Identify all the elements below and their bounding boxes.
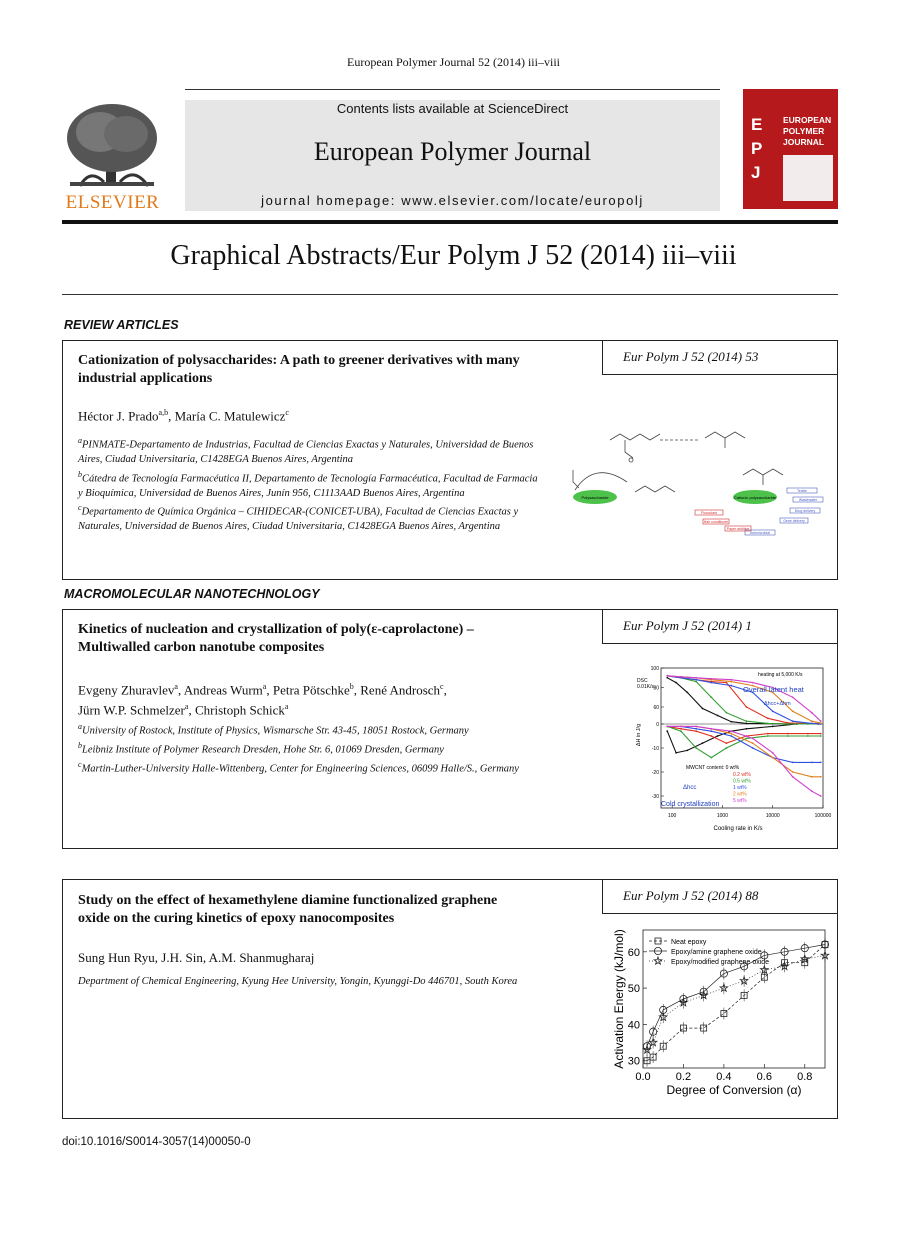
cover-letter-p: P — [751, 139, 763, 158]
data-point — [695, 730, 697, 732]
data-point — [820, 776, 822, 778]
annotation-dhcc-dhm: Δhcc+Δhm — [764, 701, 791, 707]
author-sup: b — [349, 682, 354, 691]
data-point — [680, 726, 682, 728]
author-sep: , — [202, 950, 209, 965]
legend-entry: 0.2 wt% — [733, 772, 751, 778]
series-line-upper — [667, 676, 820, 723]
author: Andreas Wurm — [183, 682, 263, 698]
data-point — [695, 677, 697, 679]
green-label: Polysaccharide — [581, 495, 609, 500]
header-rule — [62, 220, 838, 224]
x-tick-label: 0.2 — [675, 1071, 692, 1083]
data-point — [811, 720, 813, 722]
data-point — [746, 723, 748, 725]
data-point — [792, 696, 794, 698]
data-point — [767, 735, 769, 737]
author-sep: , — [188, 702, 195, 718]
data-point — [666, 675, 668, 677]
legend-entry: 2 wt% — [733, 791, 747, 798]
affil-text: Department of Chemical Engineering, Kyung Hee University, Yongin, Kyunggi-Do 446701, South Korea — [78, 976, 518, 987]
data-point — [686, 750, 688, 752]
affiliation — [78, 739, 538, 758]
data-point — [767, 723, 769, 725]
series-line-upper — [667, 676, 820, 724]
y-tick-label: 0 — [656, 722, 659, 728]
data-point — [675, 752, 677, 754]
x-axis-label: Degree of Conversion (α) — [666, 1083, 802, 1097]
data-point — [746, 738, 748, 740]
blue-tag-label: Textile — [797, 489, 807, 493]
journal-name: European Polymer Journal — [313, 137, 592, 166]
legend-entry: Epoxy/amine graphene oxide — [671, 949, 762, 956]
data-point-star — [654, 957, 662, 964]
data-point — [695, 726, 697, 728]
annotation-overall: Overall latent heat — [743, 685, 804, 694]
affiliation — [78, 434, 538, 468]
data-point — [811, 790, 813, 792]
affiliations-2 — [78, 720, 538, 777]
data-point — [717, 715, 719, 717]
affiliations-1 — [78, 434, 538, 535]
cover-title-3: JOURNAL — [783, 137, 825, 147]
y-tick-label: 60 — [653, 705, 659, 711]
data-point — [752, 738, 754, 740]
author-sup: c — [440, 682, 444, 691]
affil-sup: a — [78, 722, 82, 731]
affil-sup: b — [78, 741, 82, 750]
data-point — [746, 720, 748, 722]
annotation-dhcc: Δhcc — [683, 785, 697, 791]
data-point — [695, 681, 697, 683]
annotation-dsc-rate: 0.01K/s — [637, 684, 654, 690]
data-point — [702, 742, 704, 744]
data-point — [792, 720, 794, 722]
affil-text: University of Rostock, Institute of Physics, Wismarsche Str. 43-45, 18051 Rostock, Germany — [82, 725, 469, 737]
red-tag-label: Paper additive — [726, 527, 750, 531]
blue-tag-label: Antimicrobial — [749, 531, 771, 535]
x-tick-label: 100000 — [814, 813, 832, 819]
data-point — [772, 752, 774, 754]
legend-entry: 1 wt% — [733, 785, 747, 791]
y-axis-label: ΔH in J/g — [636, 723, 642, 747]
author: María C. Matulewicz — [174, 408, 286, 424]
affil-sup: b — [78, 469, 82, 479]
affil-text: PINMATE-Departamento de Industrias, Facultad de Ciencias Exactas y Naturales, Universidad de Buenos Aires, Ciudad Universitaria, C1428EGA Buenos Aires, Argentina — [78, 439, 534, 465]
author: Héctor J. Prado — [78, 408, 159, 424]
data-point — [686, 691, 688, 693]
elsevier-logo — [60, 96, 165, 214]
data-point — [730, 685, 732, 687]
affil-text: Martin-Luther-University Halle-Wittenberg, Center for Engineering Sciences, 06099 Halle/S., Germany — [81, 763, 519, 775]
author-sep: , — [443, 682, 447, 698]
author: Petra Pötschke — [272, 682, 350, 698]
data-point — [680, 676, 682, 678]
annotation-cold: Cold crystallization — [661, 801, 720, 808]
data-point — [807, 735, 809, 737]
header-top-rule — [185, 89, 720, 90]
data-point — [675, 682, 677, 684]
molecule-mid-right — [743, 469, 783, 485]
cover-letter-e: E — [751, 115, 763, 134]
affiliation — [78, 720, 538, 739]
author: René Androsch — [360, 682, 441, 698]
y-tick-label: 80 — [653, 685, 659, 692]
author: J.H. Sin — [161, 950, 203, 965]
affiliation — [78, 501, 538, 535]
legend-entry: Neat epoxy — [671, 939, 707, 946]
data-point — [730, 721, 732, 723]
x-tick-label: 0.4 — [716, 1071, 732, 1083]
article-title-1[interactable]: Cationization of polysaccharides: A path to greener derivatives with many industrial applications — [78, 353, 520, 386]
red-tag-label: Hair conditioner — [703, 520, 729, 524]
author: Jürn W.P. Schmelzer — [78, 702, 185, 718]
affil-text: Leibniz Institute of Polymer Research Dresden, Hohe Str. 6, 01069 Dresden, Germany — [82, 744, 444, 756]
data-point — [730, 735, 732, 737]
data-point — [730, 681, 732, 683]
data-point — [752, 747, 754, 749]
data-point — [752, 682, 754, 684]
affil-text: Departamento de Química Orgánica – CIHIDECAR-(CONICET-UBA), Facultad de Ciencias Exactas y Naturales, Universidad de Buenos Aires, Ciudad Universitaria, C1428EGA Buenos Aires, Argentina — [78, 506, 519, 532]
data-point — [710, 735, 712, 737]
author: Sung Hun Ryu — [78, 950, 155, 965]
authors-3 — [78, 950, 528, 966]
x-tick-label: 1000 — [716, 813, 728, 819]
green-label: Cationic polysaccharide — [733, 495, 777, 500]
red-tag-label: Flocculant — [701, 511, 717, 515]
x-tick-label: 0.8 — [797, 1071, 813, 1083]
citation-1[interactable]: Eur Polym J 52 (2014) 53 — [602, 340, 838, 375]
data-point — [787, 733, 789, 735]
data-point — [710, 728, 712, 730]
blue-tag-label: Gene delivery — [783, 519, 805, 523]
data-point — [730, 730, 732, 732]
annotation-dsc: DSC — [637, 678, 648, 684]
author-sep: , — [154, 950, 162, 965]
x-tick-label: 0.6 — [756, 1071, 772, 1083]
affil-sup: c — [78, 760, 82, 769]
data-point — [820, 720, 822, 722]
data-point — [792, 771, 794, 773]
y-tick-label: 40 — [627, 1019, 640, 1032]
x-tick-label: 100 — [667, 813, 677, 819]
page-title: Graphical Abstracts/Eur Polym J 52 (2014) iii–viii — [170, 240, 737, 271]
author-sup: a — [184, 702, 189, 712]
data-point — [820, 795, 822, 797]
data-point — [820, 735, 822, 737]
data-point — [820, 733, 822, 735]
data-point — [820, 722, 822, 724]
legend-entry: Epoxy/modified graphene oxide — [671, 959, 770, 966]
citation-2[interactable]: Eur Polym J 52 (2014) 1 — [602, 609, 838, 644]
activation-energy-chart — [605, 925, 830, 1100]
data-point — [666, 726, 668, 728]
graphical-abstract-1 — [565, 420, 835, 550]
data-point — [710, 678, 712, 680]
data-point — [726, 747, 728, 749]
data-point — [695, 747, 697, 749]
series-line-lower — [667, 726, 820, 757]
author-sep: , — [353, 682, 361, 698]
title-rule — [62, 294, 838, 295]
author-sep: , — [177, 682, 184, 698]
affiliation — [78, 975, 538, 990]
data-point — [811, 776, 813, 778]
data-point — [811, 712, 813, 714]
legend-entry: 0.5 wt% — [733, 778, 751, 785]
author: A.M. Shanmugharaj — [208, 950, 315, 965]
series-line-lower — [667, 726, 820, 762]
affiliations-3 — [78, 975, 538, 990]
authors-2 — [78, 678, 528, 719]
x-axis-label: Cooling rate in K/s — [713, 826, 763, 832]
cover-letter-j: J — [751, 163, 761, 182]
cover-title-1: EUROPEAN — [783, 115, 832, 125]
data-point — [666, 677, 668, 679]
data-point — [702, 708, 704, 710]
author-sup: c — [285, 408, 289, 417]
journal-homepage-link[interactable]: journal homepage: www.elsevier.com/locate/europolj — [261, 193, 644, 208]
y-tick-label: -20 — [651, 770, 659, 776]
doi[interactable]: doi:10.1016/S0014-3057(14)00050-0 — [62, 1136, 251, 1148]
data-point — [746, 728, 748, 730]
cover-title-panel — [743, 89, 838, 209]
molecule-top-left — [610, 434, 660, 462]
citation-3[interactable]: Eur Polym J 52 (2014) 88 — [602, 879, 838, 914]
data-point — [752, 742, 754, 744]
data-point — [820, 762, 822, 764]
data-point — [666, 730, 668, 732]
data-point — [726, 712, 728, 714]
data-point — [792, 710, 794, 712]
y-tick-label: 100 — [650, 666, 659, 672]
data-point — [787, 735, 789, 737]
author-sup: a — [262, 682, 267, 691]
data-point — [767, 717, 769, 719]
data-point — [811, 723, 813, 725]
contents-line: Contents lists available at ScienceDirect — [336, 101, 569, 116]
data-point — [710, 682, 712, 684]
section-heading-nano: MACROMOLECULAR NANOTECHNOLOGY — [64, 587, 320, 601]
author-sup: a,b — [158, 408, 169, 417]
data-point — [680, 728, 682, 730]
y-tick-label: 30 — [627, 1055, 640, 1068]
author-sup: a — [284, 702, 289, 712]
author-sep: , — [168, 408, 175, 424]
affiliation — [78, 468, 538, 502]
blue-tag-label: Wastewater — [798, 498, 818, 502]
data-point — [772, 726, 774, 728]
affil-sup: c — [78, 503, 82, 512]
data-point — [710, 730, 712, 732]
y-tick-label: 60 — [627, 946, 640, 959]
y-tick-label: -10 — [651, 746, 659, 752]
data-point — [807, 733, 809, 735]
data-point — [811, 762, 813, 764]
data-point — [730, 679, 732, 681]
data-point — [787, 723, 789, 725]
molecule-top-right — [705, 432, 745, 448]
authors-1 — [78, 408, 528, 424]
author: Christoph Schick — [194, 702, 285, 718]
affil-sup: a — [78, 436, 82, 445]
affil-text: Cátedra de Tecnología Farmacéutica II, Departamento de Tecnología Farmacéutica, Facultad de Farmacia y Bioquímica, Universidad de Buenos Aires, Junín 956, C1113AAD Buenos Aires, Argentina — [78, 473, 538, 499]
legend-entry: 5 wt% — [733, 798, 747, 804]
data-point — [772, 757, 774, 759]
series-line-upper — [667, 676, 820, 724]
x-tick-label: 0.0 — [635, 1071, 651, 1083]
data-point — [680, 730, 682, 732]
author-sup: a — [174, 682, 178, 691]
cover-title-2: POLYMER — [783, 126, 825, 136]
section-heading-review: REVIEW ARTICLES — [64, 318, 179, 332]
annotation-heating: heating at 5,000 K/s — [758, 672, 803, 678]
data-point — [710, 757, 712, 759]
data-point — [726, 742, 728, 744]
annotation-mwcnt-label: MWCNT content: 0 wt% — [686, 765, 740, 771]
x-tick-label: 10000 — [765, 813, 780, 819]
y-axis-label: Activation Energy (kJ/mol) — [612, 929, 626, 1069]
author: Evgeny Zhuravlev — [78, 682, 175, 698]
data-point — [710, 696, 712, 698]
data-point — [746, 706, 748, 708]
article-title-2[interactable]: Kinetics of nucleation and crystallization of poly(ε-caprolactone) – Multiwalled carbon nanotube composites — [78, 622, 474, 655]
journal-cover — [743, 89, 838, 209]
molecule-mid-left — [573, 470, 675, 492]
data-point — [730, 733, 732, 735]
data-point — [695, 679, 697, 681]
curved-arrow — [575, 473, 627, 490]
elsevier-wordmark: ELSEVIER — [65, 192, 160, 213]
affiliation — [78, 758, 538, 777]
data-point — [772, 710, 774, 712]
dsc-chart — [628, 663, 832, 835]
y-tick-label: 50 — [627, 983, 640, 996]
running-head: European Polymer Journal 52 (2014) iii–viii — [347, 55, 560, 69]
cover-image — [783, 155, 833, 201]
y-tick-label: -30 — [651, 794, 659, 800]
series-line-upper — [667, 676, 820, 724]
data-point — [726, 682, 728, 684]
data-point — [792, 762, 794, 764]
article-title-3[interactable]: Study on the effect of hexamethylene diamine functionalized graphene oxide on the curing kinetics of epoxy nanocomposites — [78, 893, 498, 926]
author-sep: , — [266, 682, 273, 698]
data-point — [717, 735, 719, 737]
blue-tag-label: Drug delivery — [794, 509, 816, 513]
data-point — [695, 728, 697, 730]
data-point — [767, 733, 769, 735]
data-point — [792, 776, 794, 778]
